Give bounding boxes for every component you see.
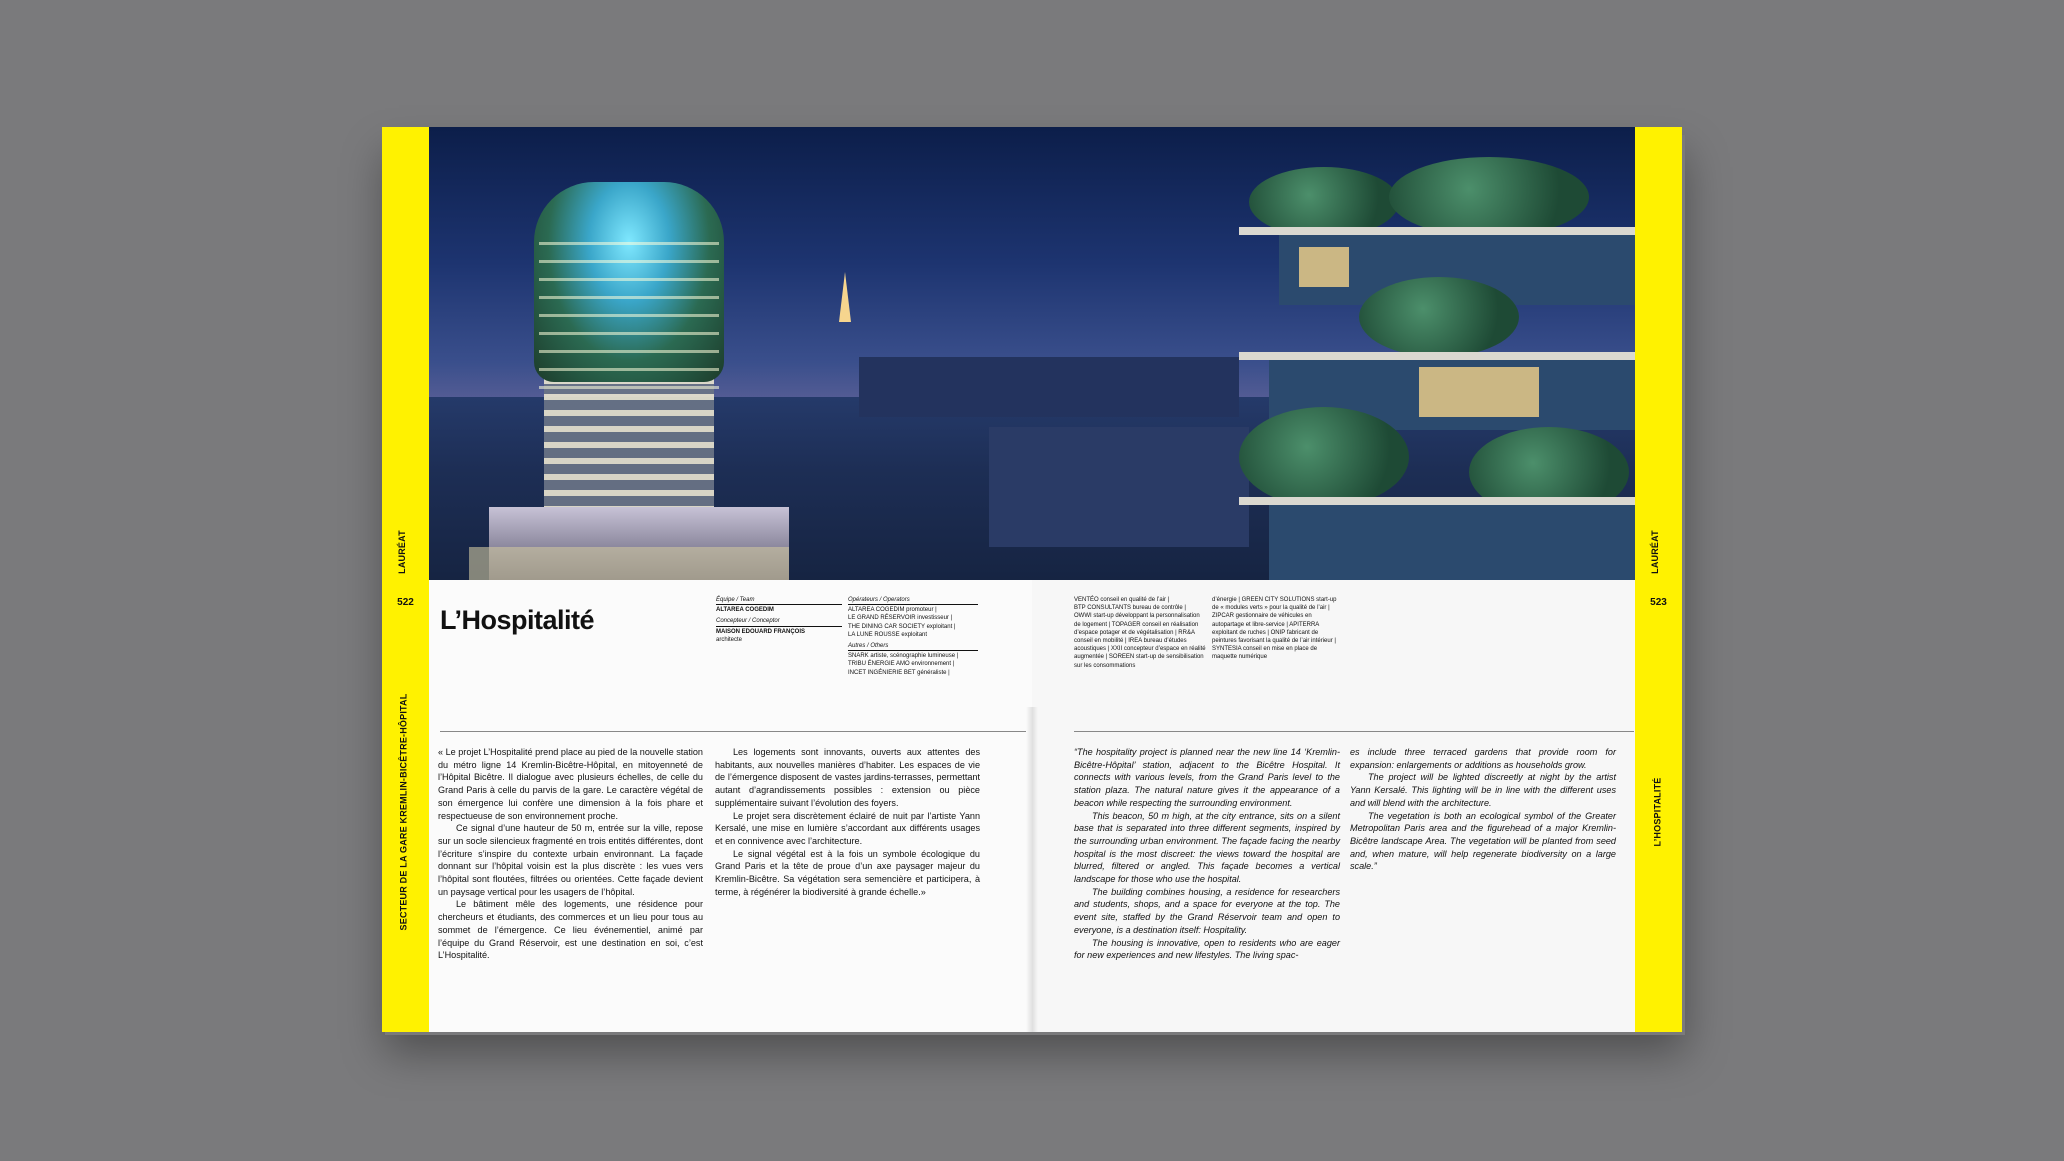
eiffel-tower [839, 272, 851, 322]
partner-line: OWWI start-up développant la personnalisation de logement | TOPAGER conseil en réalisation d’espace potager et de végétalisation | RR&A conseil en mobilité | IREA bureau d’études acoustiques | XXII concepteur d’espace en réalité augmentée | SOREEN start-up de sensibilisation sur les consommations [1074, 613, 1206, 669]
operator-line: LE GRAND RÉSERVOIR investisseur | [848, 615, 953, 622]
paragraph: es include three terraced gardens that provide room for expansion: enlargements or additions as households grow. [1350, 747, 1616, 770]
designer-role: architecte [716, 636, 743, 643]
paragraph: Le signal végétal est à la fois un symbole écologique du Grand Paris et la tête de proue d’un axe paysager majeur du Kremlin-Bicêtre. Sa végétation sera semencière et participera, à terme, à régénérer la biodiversité à grande échelle.» [715, 848, 980, 897]
apartment-block [989, 427, 1249, 547]
other-line: TRIBU ÉNERGIE AMO environnement | [848, 661, 955, 668]
glass-level [1269, 505, 1635, 580]
paragraph: Le projet sera discrètement éclairé de nuit par l’artiste Yann Kersalé, une mise en lumière s’accordant aux différents usages et en connivence avec l’architecture. [715, 810, 980, 846]
magazine-spread [382, 127, 1682, 1032]
left-page-number: 522 [397, 597, 414, 608]
paragraph: The building combines housing, a residence for researchers and students, shops, and a space for everyone at the top. The event site, staffed by the Grand Réservoir team and open to everyone, is a destination itself: Hospitality. [1074, 886, 1340, 935]
lit-restaurant [1419, 367, 1539, 417]
paragraph: “The hospitality project is planned near the new line 14 ‘Kremlin-Bicêtre-Hôpital’ station, adjacent to the Bicêtre Hospital. It connects with various levels, from the Grand Paris level to the station plaza. The natural nature gives it the appearance of a beacon while respecting the surrounding environment. [1074, 747, 1340, 808]
partners-credits-2 [1212, 596, 1340, 662]
right-section-label: L’HOSPITALITÉ [1652, 777, 1663, 847]
designer-heading: Concepteur / Conceptor [716, 617, 842, 626]
partner-line: VENTÉO conseil en qualité de l’air | [1074, 597, 1170, 603]
architecture-photo [429, 127, 1635, 580]
operator-line: ALTAREA COGEDIM promoteur | [848, 607, 937, 614]
tree [1239, 407, 1409, 507]
right-yellow-strip [1635, 127, 1682, 1032]
other-line: INCET INGÉNIERIE BET généraliste | [848, 669, 950, 676]
right-divider [1074, 731, 1634, 732]
paragraph: Les logements sont innovants, ouverts aux attentes des habitants, aux nouvelles manières d’habiter. Les espaces de vie de l’émergence disposent de vastes jardins-terrasses, permettant autant d’agrandissements possibles : extension ou pièce supplémentaire suivant l’évolution des foyers. [715, 747, 980, 808]
english-column-2 [1350, 746, 1616, 873]
left-section-label: SECTEUR DE LA GARE KREMLIN-BICÊTRE-HÔPITAL [398, 693, 409, 931]
designer-name: MAISON EDOUARD FRANÇOIS [716, 628, 806, 635]
right-side-label: LAURÉAT [1649, 530, 1660, 574]
others-heading: Autres / Others [848, 642, 978, 651]
partner-line: BTP CONSULTANTS bureau de contrôle | [1074, 605, 1186, 612]
paragraph: The vegetation is both an ecological symbol of the Greater Metropolitan Paris area and the figurehead of a major Kremlin-Bicêtre landscape Area. The vegetation will be planted from seed and, when mature, will help regenerate biodiversity on a large scale.” [1350, 810, 1616, 872]
station-plaza [469, 547, 789, 580]
terraced-building-closeup [1239, 167, 1635, 580]
english-column-1 [1074, 746, 1340, 962]
team-lead: ALTAREA COGEDIM [716, 607, 774, 614]
terrace-slab [1239, 497, 1635, 505]
distant-buildings [859, 357, 1239, 417]
terrace-slab [1239, 227, 1635, 235]
page-title: L’Hospitalité [440, 605, 595, 635]
partners-credits-1 [1074, 596, 1206, 670]
paragraph: Le bâtiment mêle des logements, une résidence pour chercheurs et étudiants, des commerces et un lieu pour tous au sommet de l’émergence. Ce lieu événementiel, animé par l’équipe du Grand Réservoir, est une destination en soi, c’est L’Hospitalité. [438, 899, 703, 961]
left-side-label: LAURÉAT [396, 530, 407, 574]
tower-terraces [539, 242, 719, 392]
team-heading: Équipe / Team [716, 596, 842, 605]
other-line: SNARK artiste, scénographie lumineuse | [848, 653, 959, 660]
paragraph: The housing is innovative, open to residents who are eager for new experiences and new lifestyles. The living spac- [1074, 937, 1340, 961]
french-column-2 [715, 746, 980, 898]
paragraph: « Le projet L’Hospitalité prend place au pied de la nouvelle station du métro ligne 14 Kremlin-Bicêtre-Hôpital, en mitoyenneté de l’Hôpital Bicêtre. Il dialogue avec plusieurs échelles, de celle du Grand Paris à celle du parvis de la gare. Le caractère végétal de son émergence lui confère une dimension à la fois phare et respectueuse de son environnement proche. [438, 747, 703, 821]
lit-window [1299, 247, 1349, 287]
operators-credits [848, 596, 978, 677]
paragraph: The project will be lighted discreetly at night by the artist Yann Kersalé. This lighting will be in line with the different uses and will blend with the architecture. [1350, 772, 1616, 808]
operator-line: THE DINING CAR SOCIETY exploitant | [848, 623, 956, 630]
operator-line: LA LUNE ROUSSE exploitant [848, 631, 928, 638]
paragraph: This beacon, 50 m high, at the city entrance, sits on a silent base that is separated into three different segments, inspired by the surrounding urban environment. The façade facing the nearby hospital is the most discreet: the views toward the hospital are blurred, filtered or angled. This façade becomes a vertical landscape for those who use the hospital. [1074, 810, 1340, 885]
left-yellow-strip [382, 127, 429, 1032]
spread-gutter [1026, 707, 1038, 1032]
terrace-slab [1239, 352, 1635, 360]
paragraph: Ce signal d’une hauteur de 50 m, entrée sur la ville, repose sur un socle silencieux fragmenté en trois entités différentes, dont l’écriture s’inspire du contexte urbain environnant. La façade donnant sur l’hôpital voisin est la plus discrète : les vues vers l’hôpital sont floutées, filtrées ou orientées. Cette façade devient un paysage vertical pour les usagers de l’hôpital. [438, 823, 703, 897]
operators-heading: Opérateurs / Operators [848, 596, 978, 605]
team-credits [716, 596, 842, 644]
tree [1359, 277, 1519, 357]
left-divider [440, 731, 1026, 732]
french-column-1 [438, 746, 703, 962]
partner-line: d’énergie | GREEN CITY SOLUTIONS start-up de « modules verts » pour la qualité de l’air | ZIPCAR gestionnaire de véhicules en autopartage et libre-service | APITERRA exploitant de ruches | ONIP fabricant de peintures favorisant la qualité de l’air intérieur | SYNTESIA conseil en mise en place de maquette numérique [1212, 597, 1337, 661]
right-page-number: 523 [1650, 597, 1667, 608]
tree [1389, 157, 1589, 237]
